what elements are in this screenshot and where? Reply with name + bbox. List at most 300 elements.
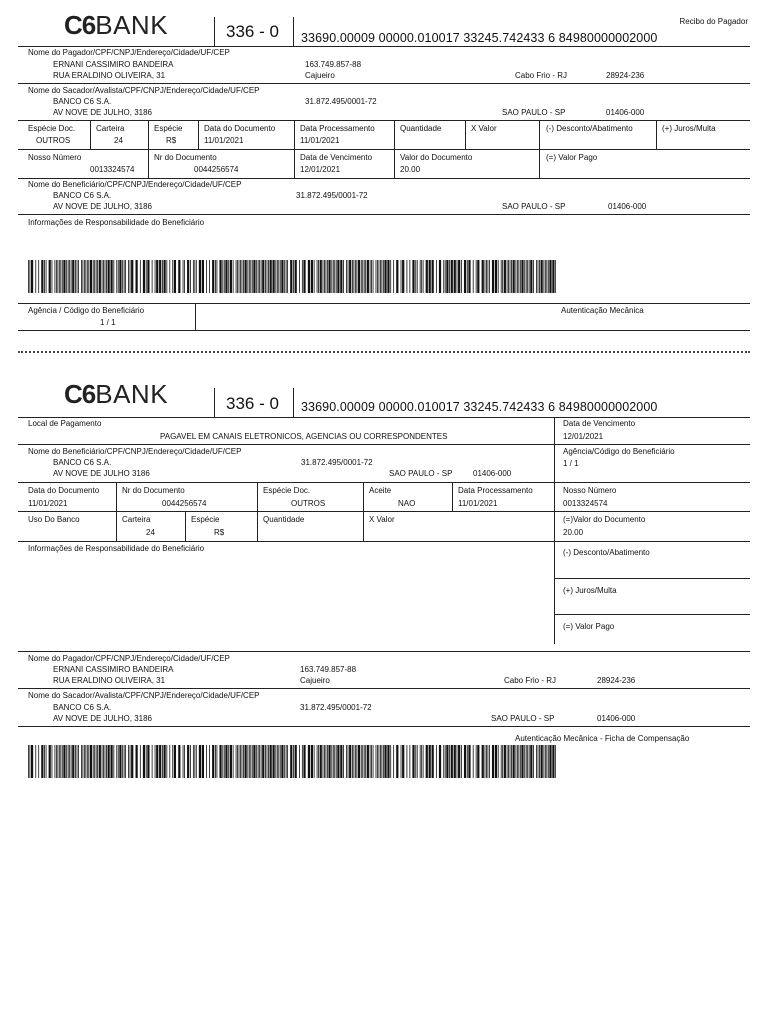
barcode-bar	[409, 260, 410, 293]
drawer-label: Nome do Sacador/Avalista/CPF/CNPJ/Endereço/Cidade/UF/CEP	[28, 86, 260, 95]
especie-label: Espécie	[191, 515, 220, 524]
barcode-bar	[492, 260, 494, 293]
carteira-label: Carteira	[122, 515, 151, 524]
barcode-bar	[527, 260, 528, 293]
barcode-bar	[46, 745, 47, 778]
barcode-bar	[164, 260, 166, 293]
barcode-bar	[302, 745, 303, 778]
quantidade-label: Quantidade	[400, 124, 442, 133]
drawer-label: Nome do Sacador/Avalista/CPF/CNPJ/Endereço/Cidade/UF/CEP	[28, 691, 260, 700]
barcode-bar	[113, 745, 114, 778]
barcode-bar	[187, 260, 189, 293]
barcode-bar	[261, 260, 262, 293]
barcode-bar	[125, 745, 126, 778]
barcode-bar	[183, 260, 184, 293]
barcode-bar	[75, 745, 76, 778]
barcode-bar	[258, 260, 259, 293]
barcode-bar	[93, 745, 94, 778]
barcode-bar	[243, 260, 244, 293]
barcode-bar	[333, 260, 334, 293]
barcode-bar	[128, 260, 129, 293]
receipt-title: Recibo do Pagador	[679, 17, 748, 26]
barcode-bar	[477, 260, 479, 293]
barcode-bar	[401, 260, 402, 293]
barcode-bar	[476, 260, 477, 293]
barcode-bar	[420, 745, 421, 778]
barcode-bar	[262, 745, 264, 778]
barcode-bar	[381, 745, 382, 778]
barcode-bar	[31, 745, 33, 778]
barcode-bar	[38, 260, 39, 293]
barcode-bar	[337, 260, 339, 293]
barcode-bar	[417, 260, 418, 293]
barcode-bar	[224, 260, 225, 293]
barcode-bar	[183, 745, 184, 778]
barcode-bar	[446, 745, 448, 778]
barcode-bar	[162, 260, 163, 293]
barcode-bar	[147, 260, 149, 293]
barcode-bar	[172, 745, 173, 778]
barcode-bar	[340, 260, 342, 293]
barcode-bar	[353, 260, 354, 293]
barcode-bar	[258, 745, 259, 778]
valor-pago-label: (=) Valor Pago	[563, 622, 615, 631]
barcode-bar	[538, 745, 539, 778]
barcode-bar	[320, 745, 322, 778]
barcode-bar	[464, 745, 466, 778]
barcode-bar	[334, 260, 335, 293]
barcode-bar	[511, 745, 512, 778]
barcode-bar	[495, 745, 497, 778]
barcode-bar	[326, 260, 327, 293]
barcode-bar	[328, 745, 330, 778]
barcode-bar	[396, 745, 398, 778]
data-processamento-label: Data Processamento	[300, 124, 375, 133]
barcode-bar	[336, 745, 337, 778]
barcode-bar	[383, 745, 384, 778]
barcode-bar	[302, 260, 303, 293]
barcode-bar	[96, 745, 97, 778]
barcode-bar	[290, 745, 292, 778]
barcode-bar	[105, 745, 106, 778]
barcode-bar	[242, 745, 243, 778]
barcode-bar	[169, 745, 170, 778]
desconto-label: (-) Desconto/Abatimento	[546, 124, 633, 133]
barcode-bar	[333, 745, 334, 778]
barcode-bar	[68, 260, 69, 293]
barcode-bar	[236, 745, 237, 778]
barcode-bar	[52, 260, 53, 293]
barcode-bar	[299, 745, 300, 778]
barcode-bar	[323, 260, 324, 293]
barcode-bar	[429, 260, 431, 293]
digitable-line: 33690.00009 00000.010017 33245.742433 6 84980000002000	[301, 400, 658, 414]
barcode-bar	[508, 260, 509, 293]
barcode-bar	[193, 745, 194, 778]
barcode-bar	[489, 260, 490, 293]
barcode-bar	[41, 260, 43, 293]
barcode-bar	[409, 745, 410, 778]
barcode-bar	[549, 745, 551, 778]
barcode-bar	[343, 260, 344, 293]
bank-logo: C6BANK	[64, 10, 169, 40]
digitable-line: 33690.00009 00000.010017 33245.742433 6 84980000002000	[301, 31, 658, 45]
barcode-bar	[217, 745, 218, 778]
barcode-bar	[143, 745, 145, 778]
barcode-bar	[84, 745, 85, 778]
barcode-bar	[361, 745, 362, 778]
barcode-bar	[245, 745, 247, 778]
barcode-bar	[336, 260, 337, 293]
barcode-bar	[299, 260, 300, 293]
barcode-bar	[202, 260, 204, 293]
barcode-bar	[97, 745, 98, 778]
agencia-label: Agência / Código do Beneficiário	[28, 306, 145, 315]
barcode-bar	[365, 745, 366, 778]
barcode-bar	[259, 260, 260, 293]
barcode-bar	[267, 745, 268, 778]
barcode	[28, 745, 556, 778]
barcode-bar	[88, 260, 89, 293]
valor-documento-label: Valor do Documento	[400, 153, 473, 162]
barcode-bar	[379, 260, 380, 293]
barcode-bar	[370, 745, 371, 778]
barcode-bar	[355, 745, 356, 778]
barcode-bar	[529, 745, 530, 778]
especie-doc-label: Espécie Doc.	[263, 486, 311, 495]
barcode-bar	[187, 745, 189, 778]
barcode-bar	[278, 745, 279, 778]
carteira-label: Carteira	[96, 124, 125, 133]
barcode-bar	[426, 260, 428, 293]
x-valor-label: X Valor	[369, 515, 395, 524]
barcode-bar	[355, 260, 356, 293]
barcode-bar	[96, 260, 97, 293]
barcode-bar	[501, 260, 502, 293]
barcode-bar	[242, 260, 243, 293]
barcode-bar	[393, 745, 394, 778]
barcode-bar	[119, 745, 121, 778]
beneficiary-address: AV NOVE DE JULHO 3186	[53, 469, 150, 478]
barcode-bar	[502, 745, 503, 778]
valor-documento: 20.00	[563, 528, 584, 537]
barcode-bar	[233, 260, 234, 293]
barcode-bar	[108, 745, 110, 778]
barcode-bar	[38, 745, 39, 778]
barcode-bar	[199, 260, 201, 293]
barcode-bar	[402, 745, 404, 778]
barcode-bar	[159, 745, 161, 778]
drawer-address: AV NOVE DE JULHO, 3186	[53, 714, 152, 723]
barcode-bar	[498, 745, 499, 778]
beneficiary-city: SAO PAULO - SP	[389, 469, 453, 478]
barcode-bar	[353, 745, 354, 778]
barcode-bar	[202, 745, 204, 778]
vencimento: 12/01/2021	[563, 432, 604, 441]
barcode-bar	[46, 260, 47, 293]
auth-label: Autenticação Mecânica	[561, 306, 644, 315]
barcode-bar	[546, 745, 547, 778]
barcode-bar	[423, 745, 424, 778]
drawer-cnpj: 31.872.495/0001-72	[300, 703, 372, 712]
barcode-bar	[443, 260, 444, 293]
barcode-bar	[224, 745, 225, 778]
drawer-city: SAO PAULO - SP	[491, 714, 555, 723]
barcode-bar	[328, 260, 330, 293]
barcode-bar	[284, 745, 285, 778]
barcode-bar	[373, 260, 374, 293]
barcode-bar	[545, 745, 546, 778]
barcode-bar	[81, 745, 82, 778]
barcode-bar	[365, 260, 366, 293]
barcode-bar	[252, 260, 253, 293]
barcode-bar	[362, 745, 363, 778]
barcode-bar	[473, 745, 474, 778]
barcode-bar	[52, 745, 53, 778]
barcode-bar	[343, 745, 344, 778]
barcode-bar	[247, 745, 248, 778]
payer-cpf: 163.749.857-88	[305, 60, 362, 69]
barcode-bar	[280, 745, 281, 778]
barcode-bar	[261, 745, 262, 778]
barcode-bar	[252, 745, 253, 778]
barcode-bar	[320, 260, 322, 293]
carteira: 24	[114, 136, 123, 145]
barcode-bar	[423, 260, 424, 293]
barcode-bar	[311, 745, 313, 778]
barcode-bar	[256, 745, 257, 778]
barcode-bar	[367, 260, 369, 293]
barcode-bar	[311, 260, 313, 293]
barcode-bar	[31, 260, 33, 293]
barcode-bar	[407, 745, 408, 778]
barcode-bar	[119, 260, 121, 293]
barcode-bar	[225, 260, 227, 293]
barcode-bar	[225, 745, 227, 778]
barcode-bar	[308, 260, 310, 293]
barcode-bar	[166, 745, 167, 778]
drawer-cep: 01406-000	[597, 714, 636, 723]
barcode-bar	[530, 260, 532, 293]
barcode-bar	[555, 260, 556, 293]
barcode-bar	[541, 745, 543, 778]
barcode-bar	[118, 745, 119, 778]
barcode-bar	[426, 745, 428, 778]
beneficiary-name: BANCO C6 S.A.	[53, 191, 112, 200]
barcode-bar	[308, 745, 310, 778]
barcode-bar	[488, 260, 489, 293]
barcode-bar	[346, 260, 347, 293]
payer-address: RUA ERALDINO OLIVEIRA, 31	[53, 71, 166, 80]
barcode-bar	[71, 745, 72, 778]
barcode-bar	[432, 260, 434, 293]
barcode-bar	[253, 745, 255, 778]
barcode-bar	[358, 260, 360, 293]
barcode-bar	[381, 260, 382, 293]
payer-city: Cabo Frio - RJ	[504, 676, 557, 685]
barcode-bar	[72, 745, 74, 778]
barcode-bar	[387, 260, 389, 293]
barcode-bar	[467, 260, 468, 293]
barcode-bar	[28, 745, 29, 778]
barcode-bar	[55, 745, 56, 778]
barcode-bar	[60, 260, 61, 293]
barcode-bar	[44, 260, 45, 293]
barcode-bar	[517, 745, 518, 778]
barcode-bar	[317, 260, 318, 293]
barcode-bar	[267, 260, 268, 293]
barcode-bar	[97, 260, 98, 293]
data-documento-label: Data do Documento	[204, 124, 276, 133]
local-pagamento: PAGAVEL EM CANAIS ELETRONICOS, AGENCIAS OU CORRESPONDENTES	[160, 432, 448, 441]
barcode-bar	[219, 260, 221, 293]
barcode-bar	[84, 260, 85, 293]
barcode-bar	[57, 745, 58, 778]
barcode-bar	[295, 260, 297, 293]
barcode-bar	[108, 260, 110, 293]
barcode-bar	[87, 745, 88, 778]
barcode-bar	[407, 260, 408, 293]
especie-doc-label: Espécie Doc.	[28, 124, 76, 133]
barcode-bar	[402, 260, 404, 293]
barcode-bar	[136, 260, 138, 293]
barcode-bar	[476, 745, 477, 778]
barcode-bar	[272, 745, 274, 778]
barcode-bar	[275, 260, 276, 293]
beneficiary-address: AV NOVE DE JULHO, 3186	[53, 202, 152, 211]
barcode-bar	[510, 260, 511, 293]
barcode-bar	[287, 745, 288, 778]
barcode-bar	[364, 260, 365, 293]
barcode-bar	[105, 260, 106, 293]
quantidade-label: Quantidade	[263, 515, 305, 524]
barcode-bar	[286, 260, 287, 293]
barcode-bar	[451, 260, 453, 293]
aceite-label: Aceite	[369, 486, 392, 495]
barcode-bar	[155, 745, 156, 778]
barcode-bar	[502, 260, 503, 293]
barcode-bar	[277, 745, 278, 778]
nosso-numero-label: Nosso Número	[28, 153, 82, 162]
payer-label: Nome do Pagador/CPF/CNPJ/Endereço/Cidade/UF/CEP	[28, 48, 230, 57]
barcode-bar	[219, 745, 221, 778]
barcode-bar	[57, 260, 58, 293]
juros-label: (+) Juros/Multa	[563, 586, 617, 595]
drawer-cnpj: 31.872.495/0001-72	[305, 97, 377, 106]
barcode-bar	[71, 260, 72, 293]
barcode-bar	[87, 260, 88, 293]
barcode-bar	[543, 260, 544, 293]
barcode-bar	[458, 745, 460, 778]
barcode-bar	[270, 745, 272, 778]
barcode-bar	[314, 745, 315, 778]
barcode-bar	[174, 745, 176, 778]
barcode-bar	[555, 745, 556, 778]
barcode-bar	[445, 745, 446, 778]
barcode-bar	[303, 260, 305, 293]
barcode-bar	[356, 260, 357, 293]
barcode-bar	[122, 260, 123, 293]
barcode-bar	[358, 745, 360, 778]
barcode-bar	[318, 745, 319, 778]
barcode-bar	[510, 745, 511, 778]
barcode-bar	[59, 745, 60, 778]
barcode-bar	[72, 260, 74, 293]
barcode-bar	[262, 260, 264, 293]
barcode-bar	[212, 260, 214, 293]
barcode-bar	[140, 260, 141, 293]
cut-line	[18, 351, 750, 353]
barcode-bar	[233, 745, 234, 778]
barcode-bar	[49, 260, 51, 293]
barcode-bar	[125, 260, 126, 293]
barcode-bar	[136, 745, 138, 778]
barcode-bar	[326, 745, 327, 778]
juros-label: (+) Juros/Multa	[662, 124, 716, 133]
barcode-bar	[236, 260, 237, 293]
barcode-bar	[199, 745, 201, 778]
barcode-bar	[504, 260, 506, 293]
barcode-bar	[122, 745, 123, 778]
barcode-bar	[162, 745, 163, 778]
barcode-bar	[272, 260, 274, 293]
barcode-bar	[367, 745, 369, 778]
barcode-bar	[66, 260, 67, 293]
barcode-bar	[552, 745, 554, 778]
barcode-bar	[334, 745, 335, 778]
barcode-bar	[217, 260, 218, 293]
barcode-bar	[432, 745, 434, 778]
barcode-bar	[520, 260, 521, 293]
barcode-bar	[222, 260, 223, 293]
beneficiary-cnpj: 31.872.495/0001-72	[301, 458, 373, 467]
barcode-bar	[62, 260, 63, 293]
barcode-bar	[131, 745, 133, 778]
barcode-bar	[131, 260, 133, 293]
payer-cep: 28924-236	[597, 676, 636, 685]
bank-code: 336 - 0	[226, 22, 279, 41]
payer-cep: 28924-236	[606, 71, 645, 80]
valor-documento: 20.00	[400, 165, 421, 174]
barcode-bar	[280, 260, 281, 293]
barcode-bar	[529, 260, 530, 293]
barcode-bar	[275, 745, 276, 778]
barcode-bar	[243, 745, 244, 778]
barcode-bar	[247, 260, 248, 293]
barcode-bar	[482, 260, 484, 293]
payer-label: Nome do Pagador/CPF/CNPJ/Endereço/Cidade/UF/CEP	[28, 654, 230, 663]
barcode-bar	[128, 745, 129, 778]
barcode-bar	[77, 745, 78, 778]
local-pagamento-label: Local de Pagamento	[28, 419, 102, 428]
barcode-bar	[507, 745, 508, 778]
barcode-bar	[240, 745, 241, 778]
barcode-bar	[159, 260, 161, 293]
barcode-bar	[29, 745, 30, 778]
barcode-bar	[178, 260, 180, 293]
barcode-bar	[412, 745, 414, 778]
barcode-bar	[184, 745, 185, 778]
barcode-bar	[250, 260, 251, 293]
barcode-bar	[102, 260, 103, 293]
barcode-bar	[206, 745, 207, 778]
barcode-bar	[390, 745, 391, 778]
barcode-bar	[293, 745, 294, 778]
barcode-bar	[526, 745, 527, 778]
barcode-bar	[206, 260, 207, 293]
barcode-bar	[371, 745, 372, 778]
barcode-bar	[303, 745, 305, 778]
